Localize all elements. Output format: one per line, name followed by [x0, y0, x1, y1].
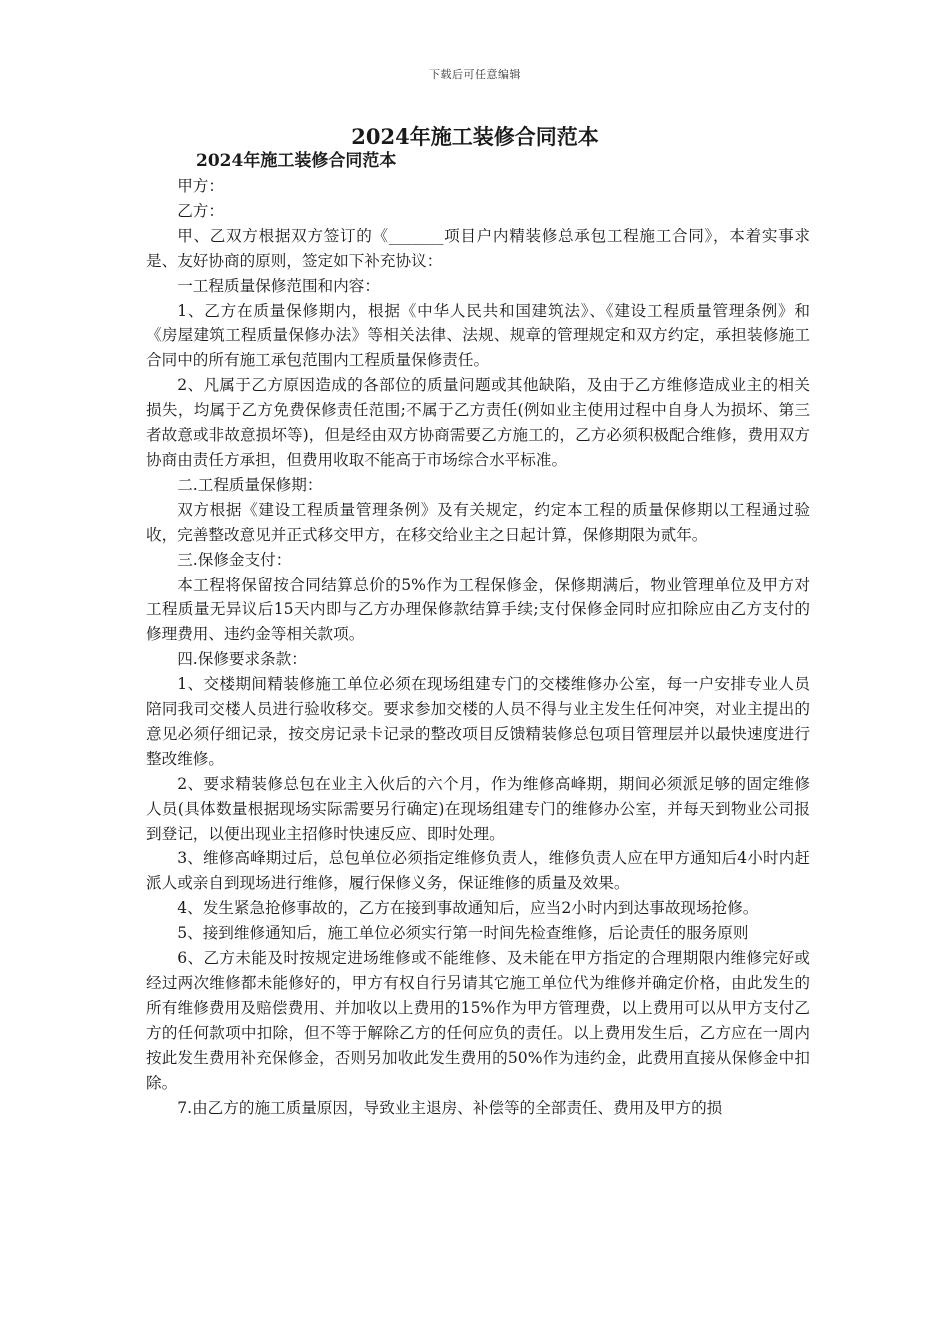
clause-paragraph: 2、凡属于乙方原因造成的各部位的质量问题或其他缺陷，及由于乙方维修造成业主的相关损失，均属于乙方免费保修责任范围;不属于乙方责任(例如业主使用过程中自身人为损坏、第三者故意或非故意损坏等)，但是经由双方协商需要乙方施工的，乙方必须积极配合维修，费用双方协商由责任方承担，但费用收取不能高于市场综合水平标准。	[146, 376, 810, 469]
section-heading: 三.保修金支付：	[177, 550, 292, 569]
clause-paragraph: 3、维修高峰期过后，总包单位必须指定维修负责人，维修负责人应在甲方通知后4小时内赶派人或亲自到现场进行维修，履行保修义务，保证维修的质量及效果。	[146, 849, 810, 893]
clause-paragraph: 4、发生紧急抢修事故的，乙方在接到事故通知后，应当2小时内到达事故现场抢修。	[177, 899, 759, 918]
document-body	[146, 174, 810, 1120]
section-heading: 四.保修要求条款：	[177, 650, 307, 669]
clause-paragraph: 7.由乙方的施工质量原因，导致业主退房、补偿等的全部责任、费用及甲方的损	[177, 1098, 723, 1117]
clause-paragraph: 双方根据《建设工程质量管理条例》及有关规定，约定本工程的质量保修期以工程通过验收，完善整改意见并正式移交甲方，在移交给业主之日起计算，保修期限为贰年。	[146, 500, 810, 544]
clause-paragraph: 6、乙方未能及时按规定进场维修或不能维修、及未能在甲方指定的合理期限内维修完好或经过两次维修都未能修好的，甲方有权自行另请其它施工单位代为维修并确定价格，由此发生的所有维修费用及赔偿费用、并加收以上费用的15%作为甲方管理费，以上费用可以从甲方支付乙方的任何款项中扣除，但不等于解除乙方的任何应负的责任。以上费用发生后，乙方应在一周内按此发生费用补充保修金，否则另加收此发生费用的50%作为违约金，此费用直接从保修金中扣除。	[146, 949, 810, 1092]
clause-paragraph: 本工程将保留按合同结算总价的5%作为工程保修金，保修期满后，物业管理单位及甲方对工程质量无异议后15天内即与乙方办理保修款结算手续;支付保修金同时应扣除应由乙方支付的修理费用、违约金等相关款项。	[146, 575, 810, 644]
party-b-line: 乙方：	[177, 201, 224, 220]
clause-paragraph: 5、接到维修通知后，施工单位必须实行第一时间先检查维修，后论责任的服务原则	[177, 924, 749, 943]
party-a-line: 甲方：	[177, 177, 224, 195]
section-heading: 一工程质量保修范围和内容：	[177, 276, 380, 295]
header-note: 下载后可任意编辑	[429, 68, 521, 81]
clause-paragraph: 1、乙方在质量保修期内，根据《中华人民共和国建筑法》、《建设工程质量管理条例》和《房屋建筑工程质量保修办法》等相关法律、法规、规章的管理规定和双方约定，承担装修施工合同中的所有施工承包范围内工程质量保修责任。	[146, 301, 810, 370]
intro-paragraph: 甲、乙双方根据双方签订的《_______项目户内精装修总承包工程施工合同》，本着实事求是、友好协商的原则，签定如下补充协议：	[146, 226, 810, 270]
clause-paragraph: 1、交楼期间精装修施工单位必须在现场组建专门的交楼维修办公室，每一户安排专业人员陪同我司交楼人员进行验收移交。要求参加交楼的人员不得与业主发生任何冲突，对业主提出的意见必须仔细记录，按交房记录卡记录的整改项目反馈精装修总包项目管理层并以最快速度进行整改维修。	[146, 675, 810, 768]
document-subtitle: 2024年施工装修合同范本	[196, 151, 397, 171]
section-heading: 二.工程质量保修期：	[177, 475, 323, 494]
clause-paragraph: 2、要求精装修总包在业主入伙后的六个月，作为维修高峰期，期间必须派足够的固定维修人员(具体数量根据现场实际需要另行确定)在现场组建专门的维修办公室，并每天到物业公司报到登记，以便出现业主招修时快速反应、即时处理。	[146, 774, 810, 843]
document-title: 2024年施工装修合同范本	[351, 124, 599, 149]
